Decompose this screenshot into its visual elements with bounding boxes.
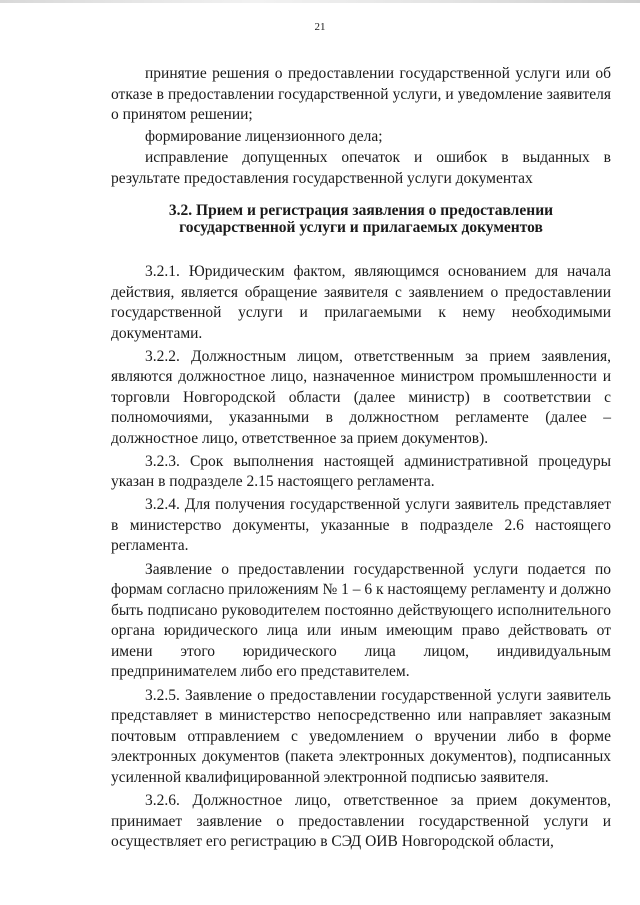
paragraph-3-2-1: 3.2.1. Юридическим фактом, являющимся основанием для начала действия, является обращение заявителя с заявлением о предоставлении государственной услуги и прилагаемыми к нему необходимыми документами. [111, 263, 611, 342]
section-heading [111, 203, 611, 236]
section-heading-line-1: 3.2. Прием и регистрация заявления о предоставлении [168, 202, 554, 219]
scan-edge [0, 0, 640, 3]
section-heading-line-2: государственной услуги и прилагаемых документов [179, 218, 543, 236]
intro-item-corrections: исправление допущенных опечаток и ошибок в выданных в результате предоставления государственной услуги документах [111, 149, 611, 187]
intro-item-decision: принятие решения о предоставлении государственной услуги или об отказе в предоставлении государственной услуги, и уведомление заявителя о принятом решении; [111, 65, 611, 123]
paragraph-3-2-3: 3.2.3. Срок выполнения настоящей административной процедуры указан в подразделе 2.15 настоящего регламента. [111, 452, 611, 490]
intro-item-license-file: формирование лицензионного дела; [145, 127, 383, 145]
paragraph-3-2-6: 3.2.6. Должностное лицо, ответственное за прием документов, принимает заявление о предоставлении государственной услуги и осуществляет его регистрацию в СЭД ОИВ Новгородской области, [111, 792, 611, 850]
paragraph-3-2-2: 3.2.2. Должностным лицом, ответственным за прием заявления, являются должностное лицо, назначенное министром промышленности и торговли Новгородской области (далее министр) в соответствии с полномочиями, указанными в должностном регламенте (далее – должностное лицо, ответственное за прием документов). [111, 347, 611, 447]
document-body [111, 64, 611, 855]
page-number: 21 [314, 21, 326, 33]
paragraph-application-forms: Заявление о предоставлении государственной услуги подается по формам согласно приложениям № 1 – 6 к настоящему регламенту и должно быть подписано руководителем постоянно действующего исполнительного органа юридического лица или иным имеющим право действовать от имени этого юридического лица лицом, индивидуальным предпринимателем либо его представителем. [111, 560, 611, 680]
paragraph-3-2-4: 3.2.4. Для получения государственной услуги заявитель представляет в министерство документы, указанные в подразделе 2.6 настоящего регламента. [111, 496, 611, 554]
paragraph-3-2-5: 3.2.5. Заявление о предоставлении государственной услуги заявитель представляет в министерство непосредственно или направляет заказным почтовым отправлением с уведомлением о вручении либо в форме электронных документов (пакета электронных документов), подписанных усиленной квалифицированной электронной подписью заявителя. [111, 686, 611, 786]
